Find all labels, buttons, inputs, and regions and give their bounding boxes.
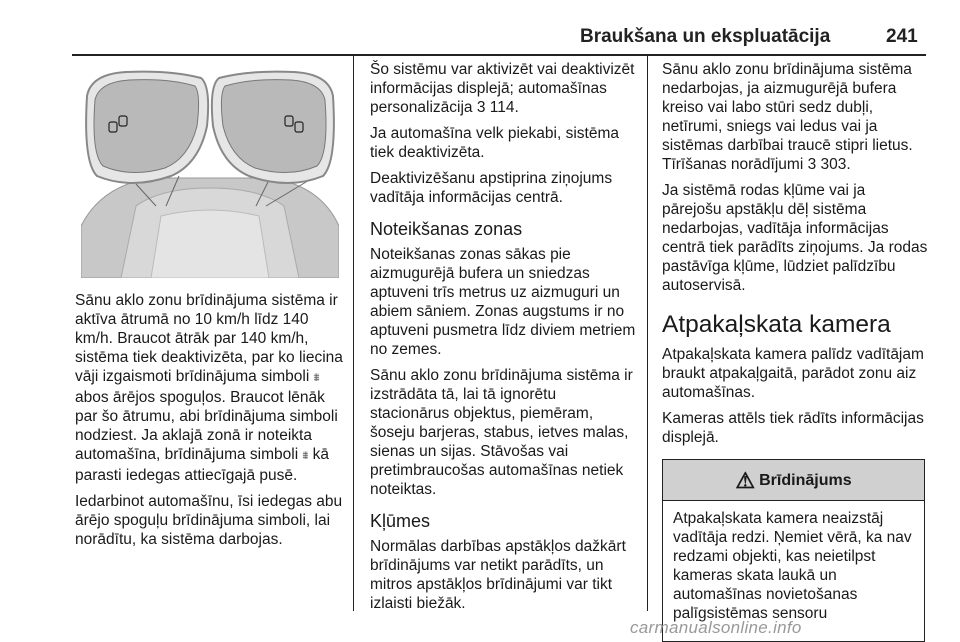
paragraph-text: Sānu aklo zonu brīdinājuma sistēma nedarbojas, ja aizmugurējā bufera kreiso vai labo stūri sedz dubļi, netīrumi, sniegs vai ledus vai ja sistēmas darbībai traucē stipri lietus. Tīrīšanas norādījumi <box>662 61 913 173</box>
column-3 <box>662 60 928 642</box>
paragraph: Deaktivizēšanu apstiprina ziņojums vadītāja informācijas centrā. <box>370 170 613 206</box>
warning-box <box>662 459 925 642</box>
heading-rear-camera: Atpakaļskata kamera <box>662 311 891 338</box>
column-divider-2 <box>647 56 648 611</box>
page-number: 241 <box>886 26 918 47</box>
column-2 <box>370 60 636 620</box>
section-title: Braukšana un ekspluatācija <box>580 26 831 47</box>
heading-faults: Kļūmes <box>370 511 431 531</box>
paragraph <box>662 60 928 174</box>
header-divider <box>72 54 926 56</box>
page-reference: 3 114. <box>476 99 519 116</box>
paragraph: Sānu aklo zonu brīdinājuma sistēma ir izstrādāta tā, lai tā ignorētu stacionārus objektus, piemēram, šoseju barjeras, stabus, ietves malas, sienas un sijas. Stāvošas vai pretimbraucošas automašīnas netiek noteiktas. <box>370 367 633 498</box>
heading-detection-zones: Noteikšanas zonas <box>370 219 523 239</box>
mirror-illustration-svg <box>81 66 339 278</box>
paragraph: Noteikšanas zonas sākas pie aizmugurējā bufera un sniedzas aptuveni trīs metrus uz aizmuguri un abiem sāniem. Zonas augstums ir no aptuveni pusmetra līdz diviem metriem no zemes. <box>370 246 636 358</box>
warning-text: Atpakaļskata kamera neaizstāj vadītāja redzi. Ņemiet vērā, ka nav redzami objekti, kas neietilpst kameras skata laukā un automašīnas novietošanas palīgsistēmas sensoru <box>673 510 912 622</box>
paragraph: Ja sistēmā rodas kļūme vai ja pārejošu apstākļu dēļ sistēma nedarbojas, vadītāja informācijas centrā tiek parādīts ziņojums. Ja rodas pastāvīga kļūme, lūdziet palīdzību autoservisā. <box>662 182 928 294</box>
paragraph: Kameras attēls tiek rādīts informācijas displejā. <box>662 410 924 446</box>
column-divider-1 <box>353 56 354 611</box>
paragraph <box>75 291 345 485</box>
paragraph-text: Šo sistēmu var aktivizēt vai deaktivizēt informācijas displejā; automašīnas personalizācija <box>370 61 635 116</box>
mirror-illustration <box>81 66 339 278</box>
page-header <box>0 0 960 56</box>
paragraph-text: kā parasti iedegas attiecīgajā pusē. <box>75 446 330 484</box>
warning-icon: ⚠ <box>735 467 756 493</box>
paragraph: Atpakaļskata kamera palīdz vadītājam braukt atpakaļgaitā, parādot zonu aiz automašīnas. <box>662 346 924 401</box>
paragraph-text: abos ārējos spoguļos. Braucot lēnāk par šo ātrumu, abi brīdinājuma simboli nodziest. Ja aklajā zonā ir noteikta automašīna, brīdinājuma simboli <box>75 389 338 463</box>
column-1 <box>75 291 345 556</box>
paragraph: Normālas darbības apstākļos dažkārt brīdinājums var netikt parādīts, un mitros apstākļos brīdinājumi var tikt izlaisti biežāk. <box>370 538 626 612</box>
paragraph: Ja automašīna velk piekabi, sistēma tiek deaktivizēta. <box>370 125 619 161</box>
warning-header <box>663 460 924 501</box>
watermark: carmanualsonline.info <box>630 618 802 637</box>
blind-spot-symbol-icon: ⩩ <box>302 450 309 462</box>
page-reference: 3 303. <box>807 156 851 173</box>
warning-title: Brīdinājums <box>759 471 852 489</box>
paragraph: Iedarbinot automašīnu, īsi iedegas abu ārējo spoguļu brīdinājuma simboli, lai norādītu, ka sistēma darbojas. <box>75 493 343 548</box>
blind-spot-symbol-icon: ⩩ <box>313 372 320 384</box>
paragraph <box>370 60 636 117</box>
paragraph-text: Sānu aklo zonu brīdinājuma sistēma ir aktīva ātrumā no 10 km/h līdz 140 km/h. Braucot ātrāk par 140 km/h, sistēma tiek deaktivizēta, par ko liecina vāji izgaismoti brīdinājuma simboli <box>75 292 343 385</box>
